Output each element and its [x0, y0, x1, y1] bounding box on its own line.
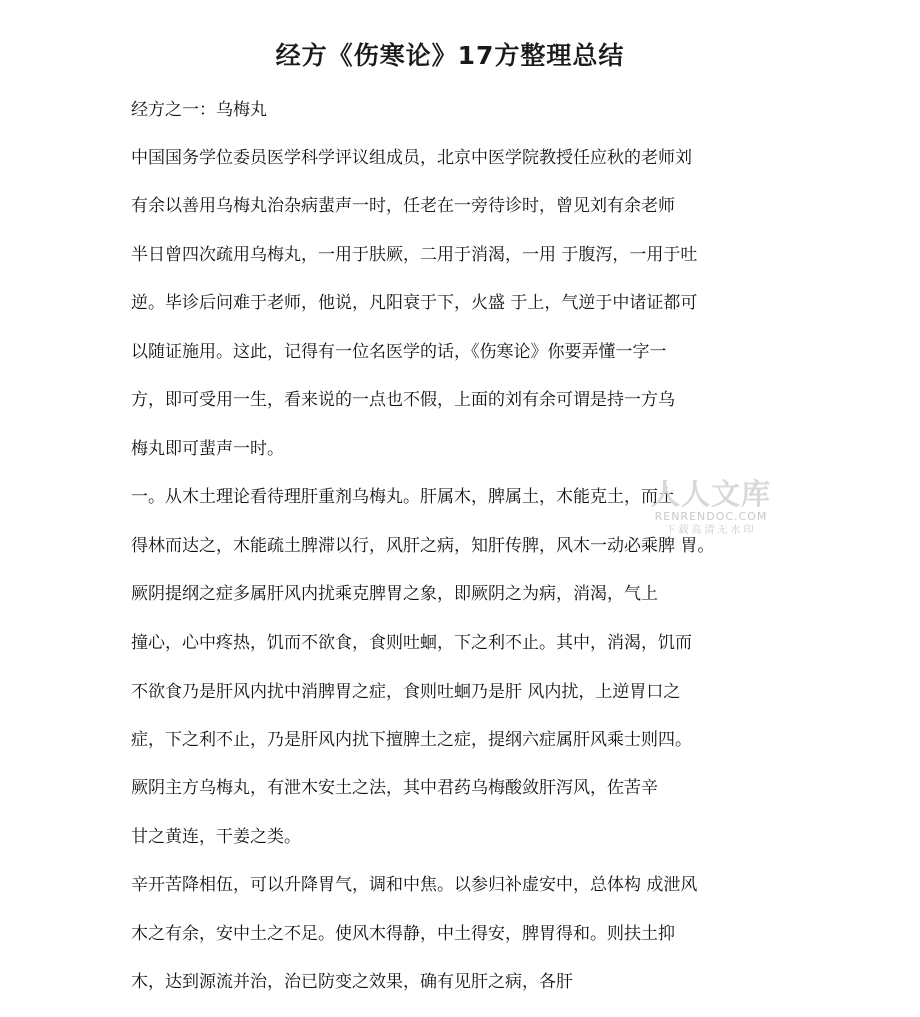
- text-line: 以随证施用。这此，记得有一位名医学的话，《伤寒论》你要弄懂一字一: [131, 342, 667, 362]
- text-line: 撞心，心中疼热，饥而不欲食，食则吐蛔，下之利不止。其中，消渴，饥而: [131, 633, 692, 653]
- text-line: 辛开苦降相伍，可以升降胃气，调和中焦。以参归补虚安中，总体构 成泄风: [131, 875, 698, 895]
- text-line: 中国国务学位委员医学科学评议组成员，北京中医学院教授任应秋的老师刘: [131, 148, 692, 168]
- text-line: 厥阴主方乌梅丸，有泄木安土之法，其中君药乌梅酸敛肝泻风，佐苦辛: [131, 778, 658, 798]
- text-line: 半日曾四次疏用乌梅丸，一用于肤厥，二用于消渴，一用 于腹泻，一用于吐: [131, 245, 698, 265]
- text-line: 一。从木土理论看待理肝重剂乌梅丸。肝属木，脾属土，木能克土，而土: [131, 487, 675, 507]
- text-line: 有余以善用乌梅丸治杂病蜚声一时，任老在一旁待诊时，曾见刘有余老师: [131, 196, 675, 216]
- document-title: 经方《伤寒论》17方整理总结: [275, 41, 625, 70]
- text-line: 得林而达之，木能疏土脾滞以行，风肝之病，知肝传脾，风木一动必乘脾 胃。: [131, 536, 715, 556]
- watermark-tagline: 下载高清无水印: [665, 525, 757, 536]
- text-line: 逆。毕诊后问难于老师，他说，凡阳衰于下，火盛 于上，气逆于中诸证都可: [131, 293, 698, 313]
- text-line: 不欲食乃是肝风内扰中消脾胃之症，食则吐蛔乃是肝 风内扰，上逆胃口之: [131, 682, 681, 702]
- text-line: 方，即可受用一生，看来说的一点也不假，上面的刘有余可谓是持一方乌: [131, 390, 675, 410]
- watermark-domain: RENRENDOC.COM: [654, 510, 768, 523]
- text-line: 木之有余，安中土之不足。使风木得静，中土得安，脾胃得和。则扶土抑: [131, 924, 675, 944]
- text-line: 甘之黄连，干姜之类。: [131, 827, 301, 847]
- text-line: 木，达到源流并治，治已防变之效果，确有见肝之病，各肝: [131, 972, 573, 992]
- watermark-logo-text: 人人文库: [650, 477, 771, 511]
- text-line: 症，下之利不止，乃是肝风内扰下擅脾土之症，提纲六症属肝风乘士则四。: [131, 730, 692, 750]
- text-line: 经方之一：乌梅丸: [131, 100, 267, 120]
- text-line: 梅丸即可蜚声一时。: [131, 439, 284, 459]
- text-line: 厥阴提纲之症多属肝风内扰乘克脾胃之象，即厥阴之为病，消渴，气上: [131, 584, 658, 604]
